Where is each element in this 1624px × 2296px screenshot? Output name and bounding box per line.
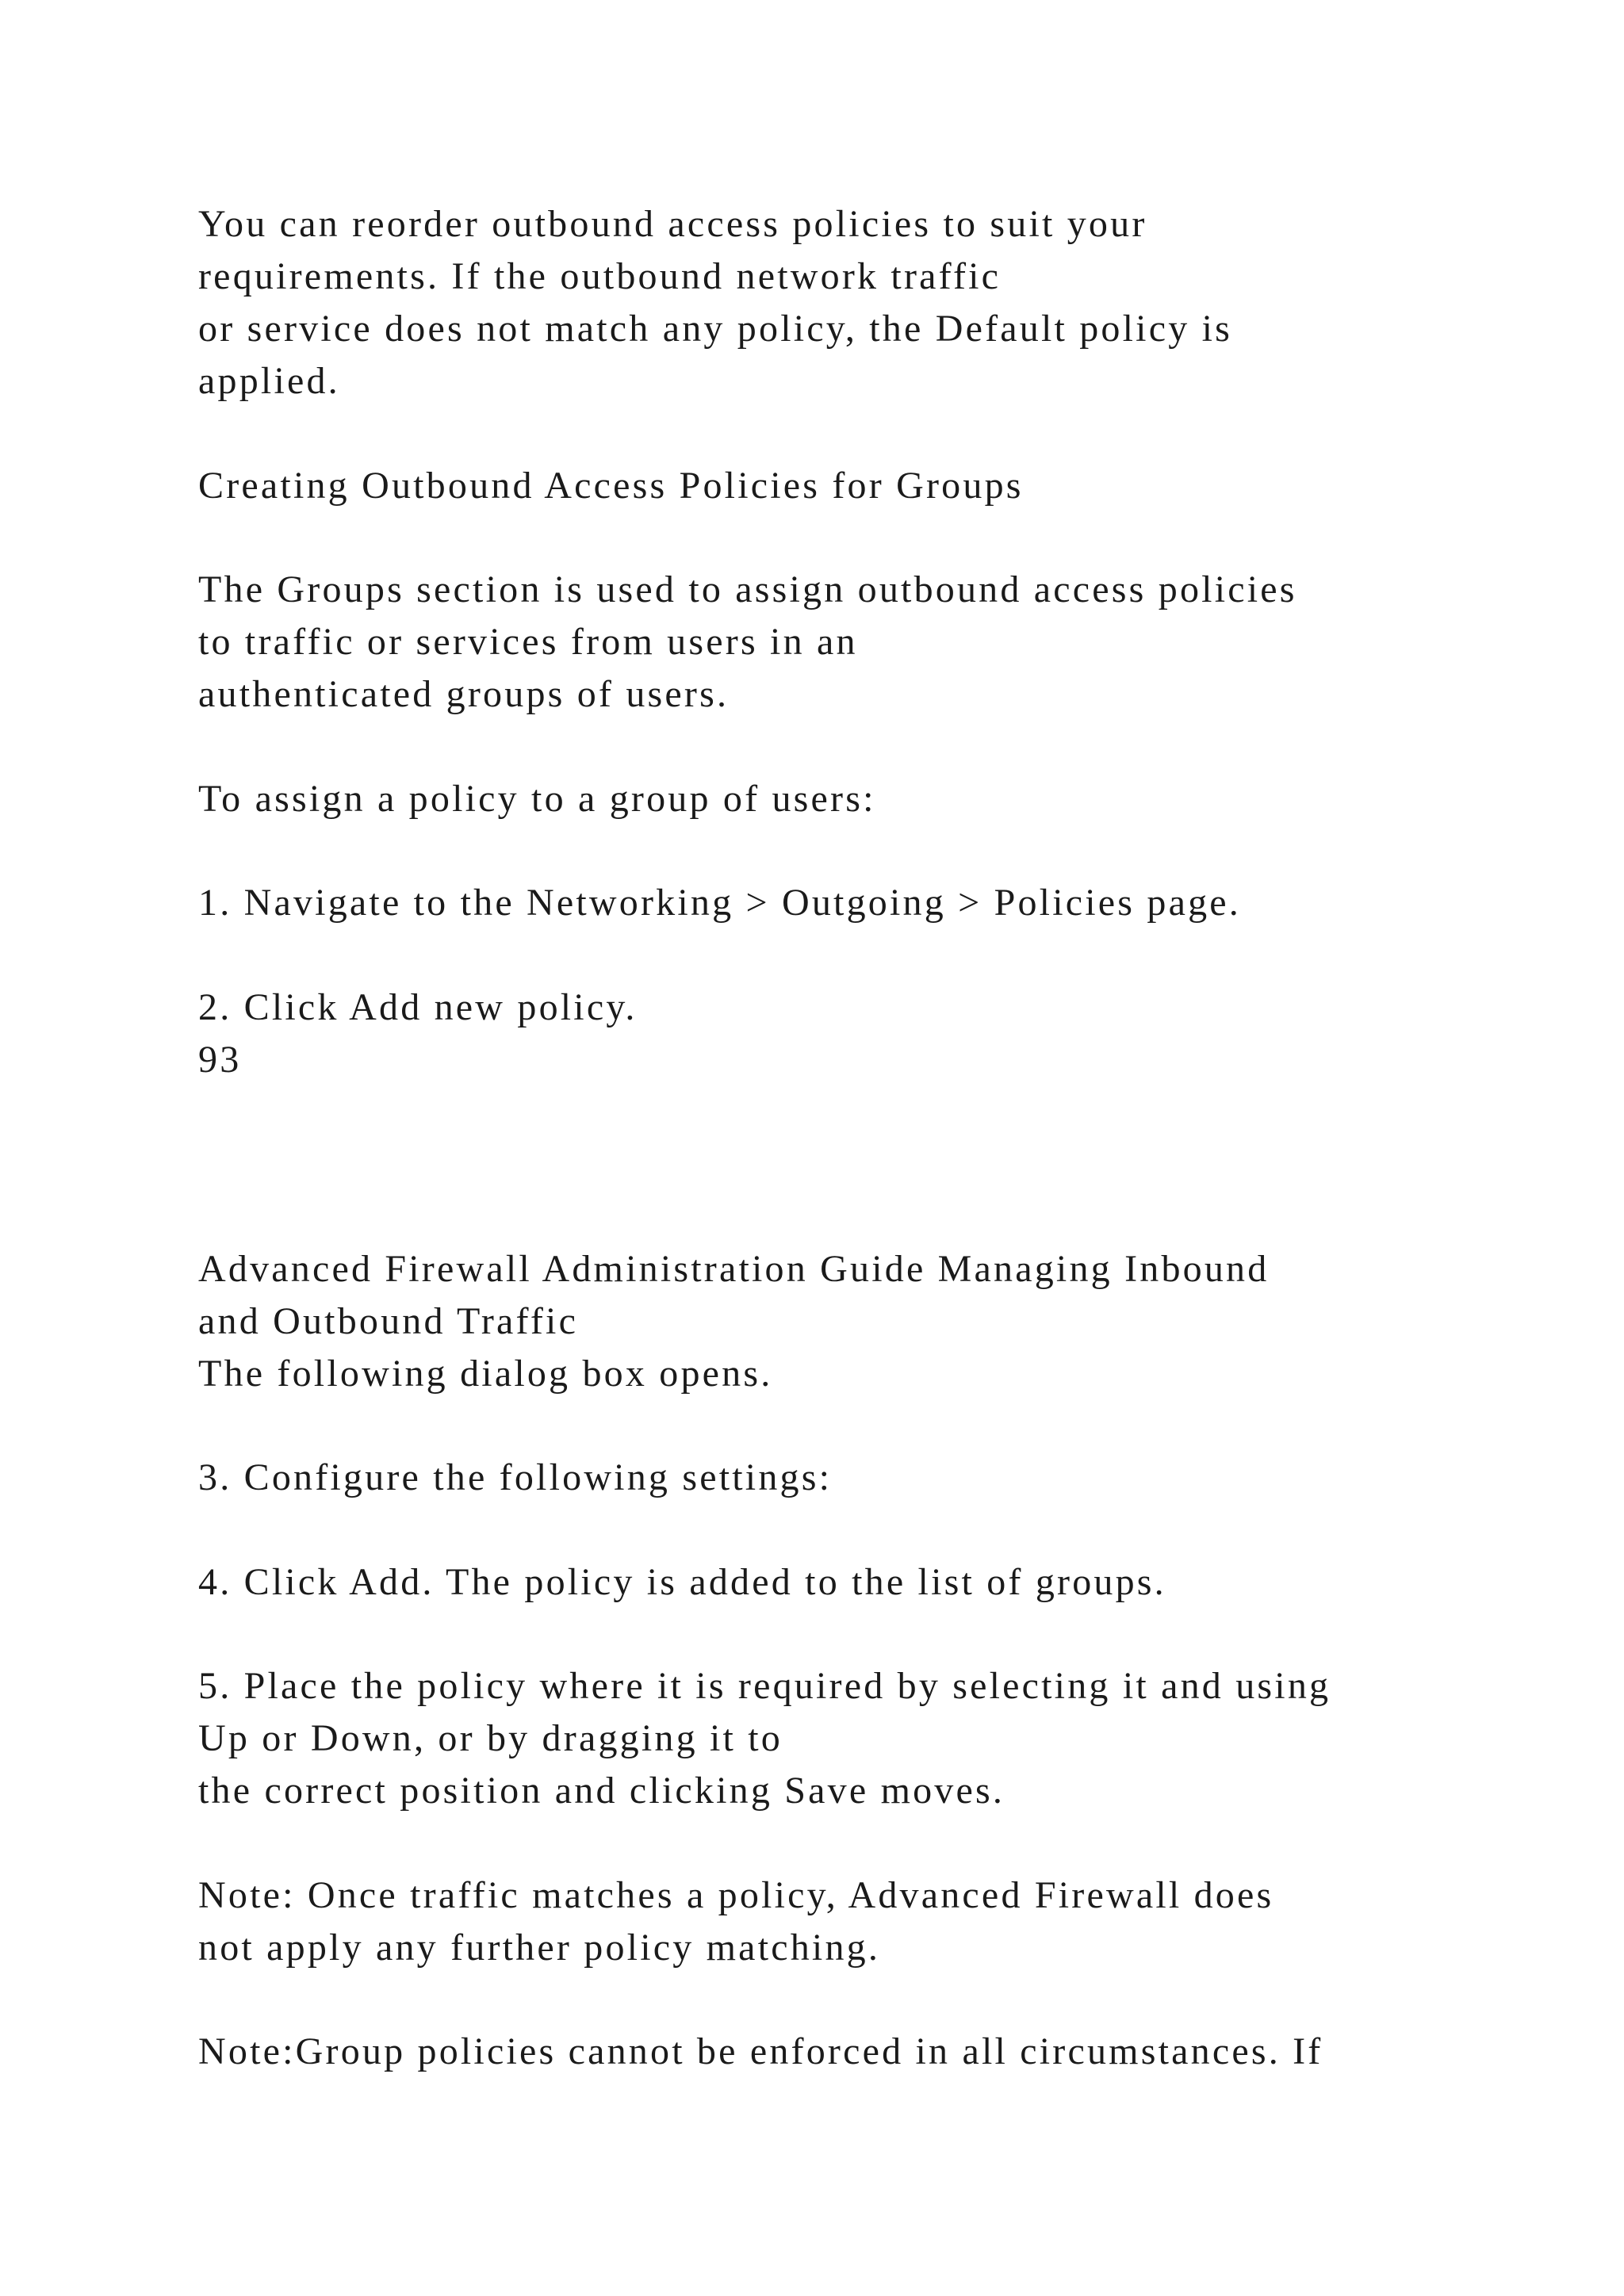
running-header-line-2: and Outbound Traffic <box>198 1300 579 1342</box>
note-2-line-1: Note:Group policies cannot be enforced in all circumstances. If <box>198 2030 1323 2072</box>
step-3: 3. Configure the following settings: <box>198 1456 833 1498</box>
note-1-line-1: Note: Once traffic matches a policy, Advanced Firewall does <box>198 1874 1274 1916</box>
dialog-opens-text: The following dialog box opens. <box>198 1353 773 1395</box>
paragraph-reorder-line-3: or service does not match any policy, the Default policy is <box>198 308 1233 350</box>
step-2: 2. Click Add new policy. <box>198 986 638 1028</box>
running-header-line-1: Advanced Firewall Administration Guide Managing Inbound <box>198 1248 1270 1290</box>
step-5-line-2: Up or Down, or by dragging it to <box>198 1717 783 1759</box>
step-5-line-1: 5. Place the policy where it is required by selecting it and using <box>198 1665 1331 1707</box>
paragraph-groups-line-1: The Groups section is used to assign outbound access policies <box>198 568 1297 610</box>
paragraph-reorder-line-1: You can reorder outbound access policies to suit your <box>198 203 1147 245</box>
paragraph-groups-line-3: authenticated groups of users. <box>198 673 730 715</box>
step-5-line-3: the correct position and clicking Save moves. <box>198 1770 1005 1812</box>
paragraph-groups-line-2: to traffic or services from users in an <box>198 621 858 663</box>
step-4: 4. Click Add. The policy is added to the list of groups. <box>198 1561 1166 1603</box>
section-heading: Creating Outbound Access Policies for Groups <box>198 465 1024 507</box>
note-1-line-2: not apply any further policy matching. <box>198 1927 881 1969</box>
paragraph-reorder-line-4: applied. <box>198 360 340 402</box>
instruction-intro: To assign a policy to a group of users: <box>198 778 876 820</box>
page-number: 93 <box>198 1039 242 1081</box>
step-1: 1. Navigate to the Networking > Outgoing > Policies page. <box>198 882 1241 924</box>
paragraph-reorder-line-2: requirements. If the outbound network traffic <box>198 255 1002 297</box>
